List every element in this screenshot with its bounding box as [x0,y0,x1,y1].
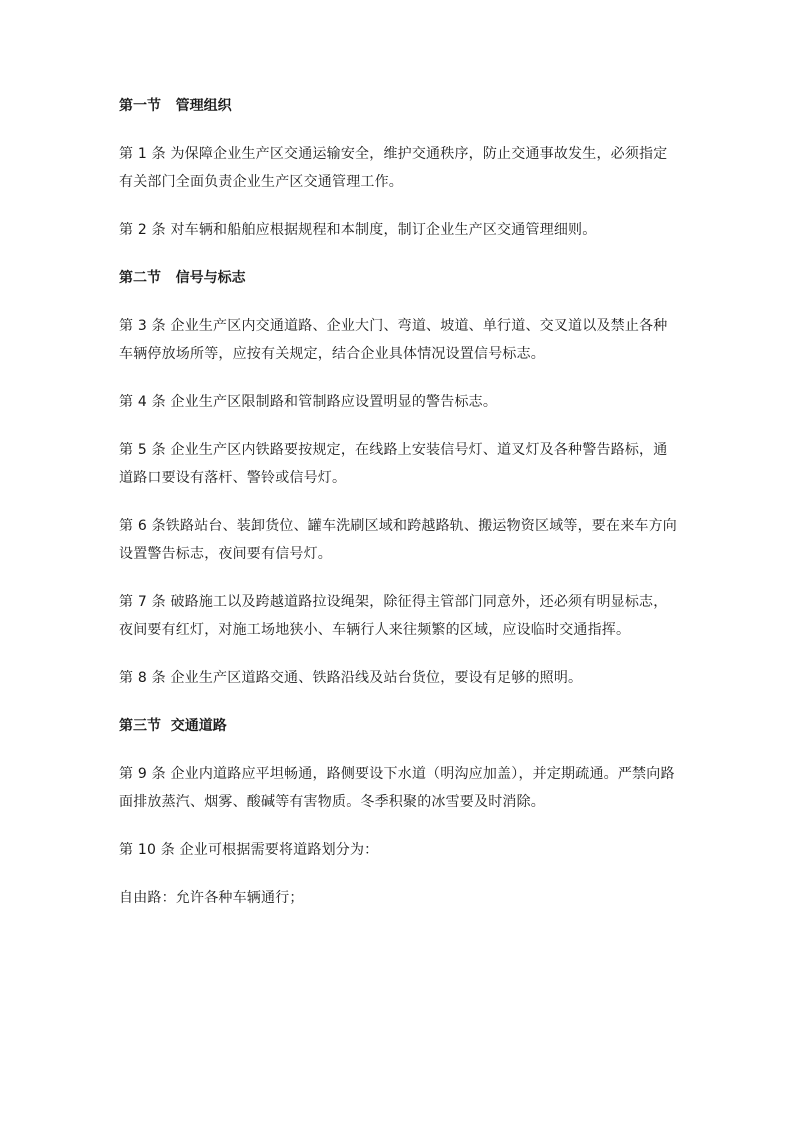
article-paragraph: 第 2 条 对车辆和船舶应根据规程和本制度，制订企业生产区交通管理细则。 [119,222,597,238]
article-paragraph: 第 5 条 企业生产区内铁路要按规定，在线路上安装信号灯、道叉灯及各种警告路标，通道路口要设有落杆、警铃或信号灯。 [119,442,668,486]
article-paragraph: 第 7 条 破路施工以及跨越道路拉设绳架，除征得主管部门同意外，还必须有明显标志，夜间要有红灯，对施工场地狭小、车辆行人来往频繁的区域，应设临时交通指挥。 [119,594,668,638]
section-heading: 第二节 信号与标志 [119,270,246,286]
section-heading: 第三节 交通道路 [119,718,227,734]
article-paragraph: 第 4 条 企业生产区限制路和管制路应设置明显的警告标志。 [119,394,498,410]
article-paragraph: 第 1 条 为保障企业生产区交通运输安全，维护交通秩序，防止交通事故发生，必须指定有关部门全面负责企业生产区交通管理工作。 [119,146,668,190]
article-paragraph: 第 6 条铁路站台、装卸货位、罐车洗刷区域和跨越路轨、搬运物资区域等，要在来车方向设置警告标志，夜间要有信号灯。 [119,518,678,562]
article-paragraph: 自由路：允许各种车辆通行； [119,890,304,906]
section-heading: 第一节 管理组织 [119,98,232,114]
article-paragraph: 第 8 条 企业生产区道路交通、铁路沿线及站台货位，要设有足够的照明。 [119,670,583,686]
document-body [119,92,679,932]
article-paragraph: 第 10 条 企业可根据需要将道路划分为： [119,842,379,858]
article-paragraph: 第 3 条 企业生产区内交通道路、企业大门、弯道、坡道、单行道、交叉道以及禁止各种车辆停放场所等，应按有关规定，结合企业具体情况设置信号标志。 [119,318,668,362]
article-paragraph: 第 9 条 企业内道路应平坦畅通，路侧要设下水道（明沟应加盖），并定期疏通。严禁向路面排放蒸汽、烟雾、酸碱等有害物质。冬季积聚的冰雪要及时消除。 [119,766,675,810]
